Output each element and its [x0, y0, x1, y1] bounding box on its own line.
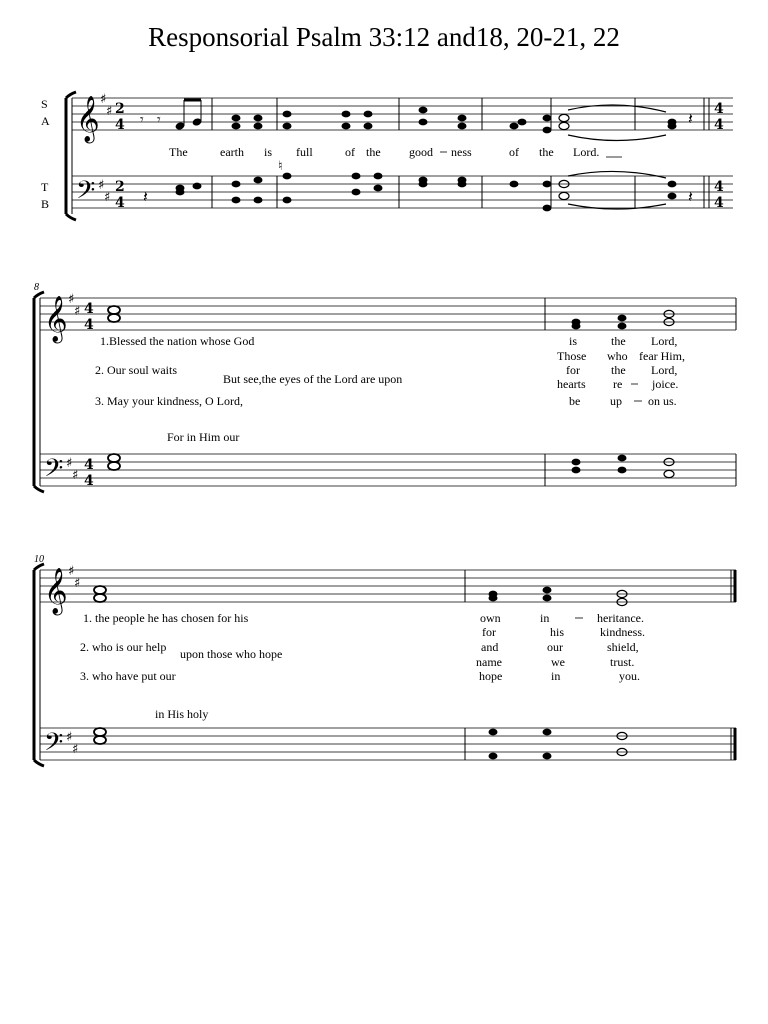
lyric: on us.	[648, 394, 677, 408]
lower-text: in His holy	[155, 707, 209, 721]
lyric: and	[481, 640, 499, 654]
lyric: the	[611, 363, 626, 377]
system-2	[34, 282, 736, 492]
time-sig-top: 4	[84, 457, 94, 473]
lyric: of	[345, 145, 355, 159]
sharp-icon: ♯	[98, 178, 105, 193]
lyric: good	[409, 145, 433, 159]
system-3	[34, 554, 736, 766]
lyric: heritance.	[597, 611, 644, 625]
natural-icon: ♮	[278, 159, 283, 174]
verse-line: 3. May your kindness, O Lord,	[95, 394, 243, 408]
sharp-icon: ♯	[74, 304, 81, 319]
half-notes-lower-1	[559, 171, 666, 209]
measure-number: 10	[34, 554, 44, 565]
sharp-icon: ♯	[72, 742, 79, 757]
staff-upper-1	[72, 98, 733, 130]
bass-clef-icon: 𝄢	[44, 728, 64, 763]
lyric: name	[476, 655, 502, 669]
lyric: hope	[479, 669, 503, 683]
quarter-rest-icon: 𝄽	[143, 187, 148, 206]
system-1	[41, 92, 733, 220]
lyric: re	[613, 377, 623, 391]
lyric: The	[169, 145, 188, 159]
lyric: his	[550, 625, 565, 639]
lyric: Lord,	[651, 363, 678, 377]
time-sig-bottom: 4	[84, 473, 94, 489]
verse-line: 1.Blessed the nation whose God	[100, 334, 255, 348]
lyric: of	[509, 145, 519, 159]
sharp-icon: ♯	[68, 564, 75, 579]
verse-continuation: upon those who hope	[180, 647, 283, 661]
treble-clef-icon: 𝄞	[76, 96, 100, 142]
time-sig-bottom: 4	[84, 317, 94, 333]
staff-upper-3	[40, 570, 736, 602]
treble-clef-icon: 𝄞	[44, 568, 68, 614]
lyric: earth	[220, 145, 244, 159]
lyric: the	[611, 334, 626, 348]
sharp-icon: ♯	[104, 190, 111, 205]
lyric: the	[539, 145, 554, 159]
staff-label-a: A	[41, 114, 50, 128]
lyric: the	[366, 145, 381, 159]
lyric: in	[540, 611, 550, 625]
lyric: we	[551, 655, 565, 669]
staff-lower-3	[40, 728, 736, 760]
sharp-icon: ♯	[72, 468, 79, 483]
whole-notes-2	[108, 306, 120, 470]
eighth-rest-icon: 𝄾	[140, 112, 144, 128]
time-sig-top: 4	[714, 101, 724, 117]
half-notes-upper-3	[617, 590, 627, 605]
barlines	[465, 570, 731, 760]
page-title: Responsorial Psalm 33:12 and18, 20-21, 22	[148, 22, 620, 52]
quarter-rest-icon: 𝄽	[688, 109, 693, 128]
measure-number: 8	[34, 282, 39, 293]
lyric: Lord,	[651, 334, 678, 348]
lyric: Those	[557, 349, 587, 363]
ending-lyrics-3	[476, 611, 645, 683]
lyric: trust.	[610, 655, 635, 669]
staff-label-s: S	[41, 97, 48, 111]
lyric: you.	[619, 669, 640, 683]
time-sig-bottom: 4	[115, 117, 125, 133]
treble-clef-icon: 𝄞	[44, 296, 68, 342]
lyric: for	[566, 363, 580, 377]
time-sig-top: 2	[115, 179, 125, 195]
bass-clef-icon: 𝄢	[76, 176, 96, 211]
sharp-icon: ♯	[74, 576, 81, 591]
eighth-rest-icon: 𝄾	[157, 112, 161, 128]
system-bracket	[66, 92, 76, 220]
bass-clef-icon: 𝄢	[44, 454, 64, 489]
sharp-icon: ♯	[106, 104, 113, 119]
staff-label-t: T	[41, 180, 49, 194]
lyric: full	[296, 145, 313, 159]
lyric: joice.	[652, 377, 679, 391]
verse-line: 2. who is our help	[80, 640, 167, 654]
lyric: is	[569, 334, 578, 348]
whole-notes-3	[94, 586, 106, 744]
lyric: Lord.	[573, 145, 600, 159]
verse-continuation: But see,the eyes of the Lord are upon	[223, 372, 403, 386]
lyric: be	[569, 394, 581, 408]
time-sig-bottom: 4	[714, 117, 724, 133]
staff-lower-1	[72, 176, 733, 208]
time-sig-bottom: 4	[714, 195, 724, 211]
sharp-icon: ♯	[66, 730, 73, 745]
lyric: own	[480, 611, 501, 625]
notes-lower-2	[572, 455, 627, 474]
time-sig-top: 4	[714, 179, 724, 195]
half-notes-upper-2	[664, 310, 674, 325]
lyric: in	[551, 669, 561, 683]
lyric: up	[610, 394, 622, 408]
lyric: for	[482, 625, 496, 639]
lyric: ness	[451, 145, 472, 159]
sharp-icon: ♯	[100, 92, 107, 107]
staff-label-b: B	[41, 197, 50, 211]
half-notes-upper-1	[559, 105, 666, 141]
half-notes-lower-2	[664, 458, 674, 477]
sharp-icon: ♯	[66, 456, 73, 471]
refrain-lyrics	[169, 145, 622, 159]
time-sig-bottom: 4	[115, 195, 125, 211]
verse-line: 3. who have put our	[80, 669, 176, 683]
lyric: kindness.	[600, 625, 645, 639]
verse-line: 1. the people he has chosen for his	[83, 611, 249, 625]
staff-upper-2	[40, 298, 736, 330]
staff-lower-2	[40, 454, 736, 486]
lyric: who	[607, 349, 628, 363]
lower-text: For in Him our	[167, 430, 240, 444]
verse-line: 2. Our soul waits	[95, 363, 177, 377]
lyric: hearts	[557, 377, 586, 391]
sharp-icon: ♯	[68, 292, 75, 307]
lyric: is	[264, 145, 273, 159]
quarter-rest-icon: 𝄽	[688, 187, 693, 206]
ending-lyrics-2	[557, 334, 685, 408]
time-sig-top: 4	[84, 301, 94, 317]
lyric: fear Him,	[639, 349, 685, 363]
time-sig-top: 2	[115, 101, 125, 117]
lyric: our	[547, 640, 563, 654]
lyric: shield,	[607, 640, 639, 654]
